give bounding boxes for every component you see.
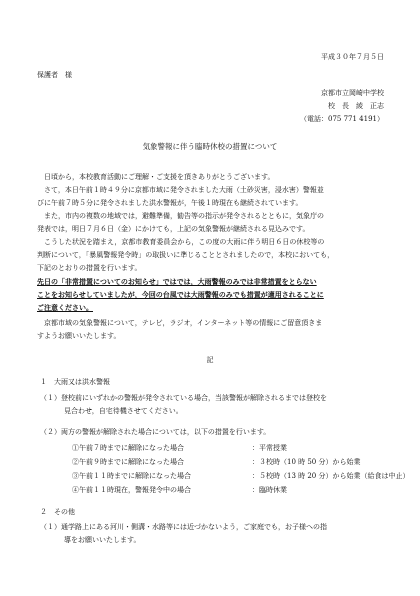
measure-action: ：平常授業 [252, 444, 287, 452]
paragraph-line: 判断について，「暴風警報発令時」の取扱いに準じることとされましたので，本校においても， [37, 251, 335, 259]
measure-action: ：臨時休業 [252, 486, 287, 494]
section-heading: ２ その他 [40, 508, 75, 516]
paragraph-line: さて，本日午前１時４９分に京都市域に発令されました大雨（土砂災害，浸水害）警報並 [44, 186, 324, 194]
paragraph-line: こうした状況を踏まえ，京都市教育委員会から，この度の大雨に伴う明日６日の休校等の [44, 238, 325, 246]
measure-condition: ③午前１１時までに解除になった場合 [72, 472, 191, 480]
measure-condition: ②午前９時までに解除になった場合 [72, 458, 184, 466]
paragraph-line: 発表では，明日７月６日（金）にかけても，上記の気象警報が継続される見込みです。 [37, 225, 310, 233]
important-notice-line: ことをお知らせしていましたが，今回の台風では大雨警報のみでも措置が適用されることに [37, 290, 324, 299]
paragraph-line: びに午前７時５分に発令されました洪水警報が，午後１時現在も継続されています。 [37, 199, 303, 207]
paragraph-line: すようお願いいたします。 [37, 332, 121, 340]
important-notice-line: 先日の「非常措置についてのお知らせ」ではでは，大雨警報のみでは非常措置をとらない [37, 277, 317, 286]
section-item: （１）登校前にいずれかの警報が発令されている場合，当該警報が解除されるまでは登校を [40, 394, 327, 402]
measure-action: ：５校時（13 時 20 分）から始業（給食は中止） [252, 472, 410, 480]
principal-name: 校 長 綾 正志 [328, 102, 384, 110]
paragraph-line: 下記のとおりの措置を行います。 [37, 264, 142, 272]
recipient: 保護者 様 [37, 71, 72, 79]
section-item: 導をお願いいたします。 [64, 536, 141, 544]
paragraph-line: また，市内の複数の地域では，避難準備，勧告等の指示が発令されるとともに，気象庁の [44, 212, 324, 220]
measure-condition: ①午前７時までに解除になった場合 [72, 444, 184, 452]
school-name: 京都市立岡崎中学校 [321, 89, 384, 97]
school-phone: （電話：075 771 4191） [300, 115, 384, 123]
note-heading: 記 [206, 356, 214, 364]
measure-action: ：３校時（10 時 50 分）から始業 [252, 458, 361, 466]
paragraph-line: 日頃から，本校教育活動にご理解・ご支援を頂きありがとうございます。 [44, 173, 275, 181]
section-item: 見合わせ，自宅待機させてください。 [64, 407, 183, 415]
section-item: （２）両方の警報が解除された場合については，以下の措置を行います。 [40, 428, 271, 436]
paragraph-line: 京都市域の気象警報について，テレビ，ラジオ，インターネット等の情報にご留意頂きま [44, 319, 323, 327]
important-notice-line: ご注意ください。 [37, 303, 93, 312]
section-heading: １ 大雨又は洪水警報 [40, 378, 110, 386]
section-item: （１）通学路上にある河川・側溝・水路等には近づかないよう，ご家庭でも，お子様への指 [40, 523, 327, 531]
measure-condition: ④午前１１時現在，警報発令中の場合 [72, 486, 191, 494]
document-title: 気象警報に伴う臨時休校の措置について [142, 142, 278, 151]
date: 平成３０年７月５日 [321, 53, 384, 61]
